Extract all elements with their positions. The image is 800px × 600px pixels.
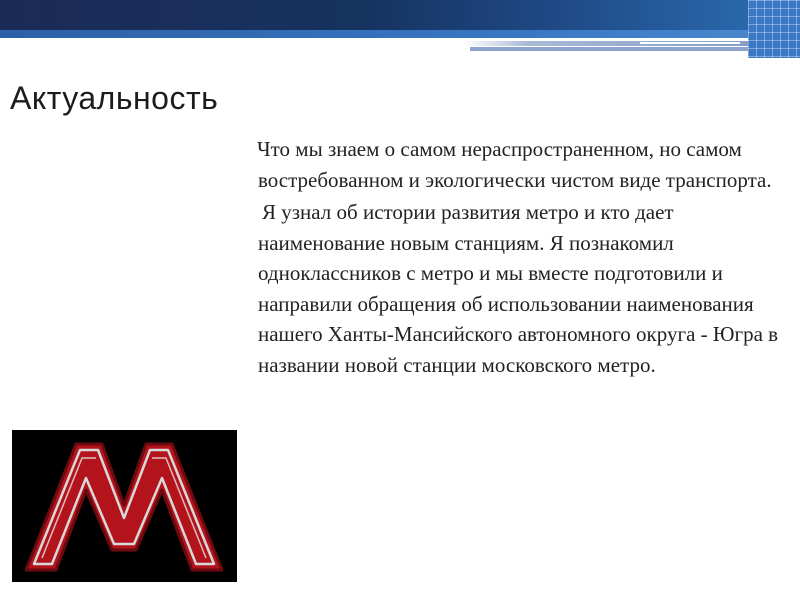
metro-m-fill [26, 444, 222, 570]
metro-m-icon [12, 430, 237, 582]
paragraph-2: Я узнал об истории развития метро и кто дает наименование новым станциям. Я познакомил одноклассников с метро и мы вместе подготовили и направили обращения об использовании наименования нашего Ханты-Мансийского автономного округа - Югра в названии новой станции московского метро. [258, 200, 779, 377]
header-dark-stripe [0, 0, 800, 30]
header-accent-line [640, 42, 740, 44]
header-grid-decoration [748, 0, 800, 58]
header-decoration-band [0, 0, 800, 58]
header-accent-stripe [470, 47, 770, 51]
slide-title: Актуальность [10, 80, 219, 116]
paragraph-1: Что мы знаем о самом нераспространенном, но самом востребованном и экологически чистом виде транспорта. [257, 137, 772, 192]
slide-body [258, 134, 788, 380]
header-blue-stripe [0, 30, 800, 38]
metro-logo [12, 430, 237, 582]
